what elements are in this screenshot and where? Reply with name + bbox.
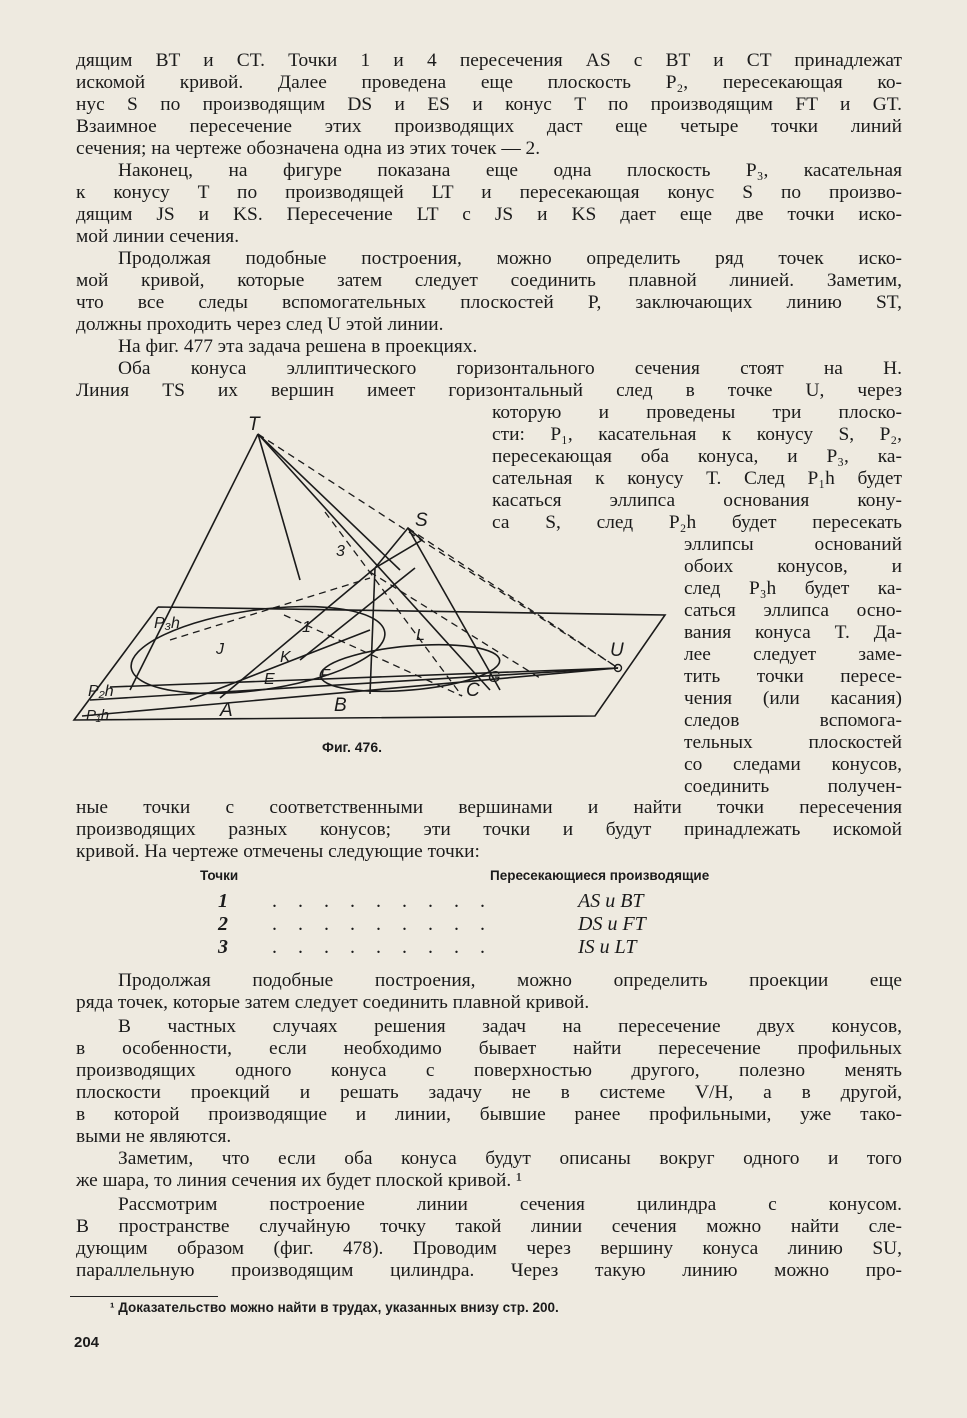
label-c: C — [466, 680, 480, 701]
label-j: J — [216, 641, 224, 658]
text-line: след P₃h будет ка- — [684, 578, 902, 599]
table-row-value: AS и BT — [578, 890, 644, 912]
label-t: T — [248, 414, 260, 435]
label-u: U — [610, 640, 624, 661]
label-s: S — [415, 510, 428, 531]
text-line: со следами конусов, — [684, 754, 902, 775]
line-su-dashed — [408, 528, 618, 668]
text-line: дящим BT и CT. Точки 1 и 4 пересечения AS с BT и CT принадлежат — [76, 50, 902, 71]
text-line: Взаимное пересечение этих производящих даст еще четыре точки линий — [76, 116, 902, 137]
text-line: В частных случаях решения задач на пересечение двух конусов, — [118, 1016, 902, 1037]
label-a: A — [220, 700, 233, 721]
text-line: лее следует заме- — [684, 644, 902, 665]
text-line: Оба конуса эллиптического горизонтального сечения стоят на H. — [118, 358, 902, 379]
trace-p1h — [82, 668, 618, 716]
text-line: сательная к конусу T. След P₁h будет — [492, 468, 902, 489]
text-line: На фиг. 477 эта задача решена в проекциях. — [118, 336, 478, 357]
text-line: вания конуса T. Да- — [684, 622, 902, 643]
text-line: же шара, то линия сечения их будет плоской кривой. ¹ — [76, 1170, 522, 1191]
footnote: ¹ Доказательство можно найти в трудах, указанных внизу стр. 200. — [110, 1300, 559, 1315]
text-line: должны проходить через след U этой линии. — [76, 314, 444, 335]
text-line: дящим JS и KS. Пересечение LT с JS и KS дает еще две точки иско- — [76, 204, 902, 225]
text-line: производящих одного конуса с поверхностью другого, полезно менять — [76, 1060, 902, 1081]
label-l: L — [416, 627, 425, 644]
table-row-leader: . . . . . . . . . — [272, 890, 493, 912]
label-b: B — [334, 695, 347, 716]
label-p1h: P₁h — [86, 707, 110, 724]
text-line: параллельную производящим цилиндра. Через такую линию можно про- — [76, 1260, 902, 1281]
footnote-rule — [70, 1296, 218, 1297]
text-line: Наконец, на фигуре показана еще одна плоскость P₃, касательная — [118, 160, 902, 181]
generator-t-mid — [258, 434, 300, 580]
label-p3h: P₃h — [154, 615, 180, 632]
text-line: соединить получен- — [684, 776, 902, 797]
label-1: 1 — [302, 619, 311, 636]
figure-476 — [70, 400, 670, 740]
text-line: эллипсы оснований — [684, 534, 902, 555]
text-line: нус S по производящим DS и ES и конус T по производящим FT и GT. — [76, 94, 902, 115]
table-row-leader: . . . . . . . . . — [272, 936, 493, 958]
text-line: что все следы вспомогательных плоскостей P, заключающих линию ST, — [76, 292, 902, 313]
table-header-points: Точки — [200, 868, 239, 883]
text-line: касаться эллипса основания кону- — [492, 490, 902, 511]
table-header-generators: Пересекающиеся производящие — [490, 868, 710, 883]
text-line: ные точки с соответственными вершинами и найти точки пересечения — [76, 797, 902, 818]
text-line: обоих конусов, и — [684, 556, 902, 577]
table-row-leader: . . . . . . . . . — [272, 913, 493, 935]
text-line: плоскости проекций и решать задачу не в системе V/H, а в другой, — [76, 1082, 902, 1103]
generator-t-left — [130, 434, 258, 690]
text-line: производящих разных конусов; эти точки и будут принадлежать искомой — [76, 819, 902, 840]
text-line: Продолжая подобные построения, можно определить ряд точек иско- — [118, 248, 902, 269]
table-row-number: 3 — [218, 936, 228, 958]
text-line: мой кривой, которые затем следует соединить плавной линией. Заметим, — [76, 270, 902, 291]
table-row-value: IS и LT — [578, 936, 637, 958]
text-line: мой линии сечения. — [76, 226, 240, 247]
text-line: чения (или касания) — [684, 688, 902, 709]
figure-caption: Фиг. 476. — [322, 739, 383, 755]
generator-s-right — [408, 528, 500, 690]
text-line: в которой производящие и линии, бывшие ранее профильными, уже тако- — [76, 1104, 902, 1125]
text-line: Заметим, что если оба конуса будут описаны вокруг одного и того — [118, 1148, 902, 1169]
page-number: 204 — [74, 1334, 100, 1351]
text-line: к конусу T по производящей LT и пересекающая конус S по произво- — [76, 182, 902, 203]
label-g: G — [488, 669, 501, 686]
text-line: сечения; на чертеже обозначена одна из этих точек — 2. — [76, 138, 541, 159]
text-line: В пространстве случайную точку такой линии сечения можно найти сле- — [76, 1216, 902, 1237]
label-p2h: P₂h — [88, 683, 114, 700]
text-line: Линия TS их вершин имеет горизонтальный след в точке U, через — [76, 380, 902, 401]
text-line: тить точки пересе- — [684, 666, 902, 687]
table-row-number: 1 — [218, 890, 228, 912]
table-row-value: DS и FT — [578, 913, 646, 935]
label-3: 3 — [336, 543, 345, 560]
text-line: Продолжая подобные построения, можно определить проекции еще — [118, 970, 902, 991]
label-k: K — [280, 649, 291, 666]
generator-dashed-c — [370, 572, 540, 678]
text-line: следов вспомога- — [684, 710, 902, 731]
generator-t-ts — [258, 434, 400, 570]
cone-s-top — [375, 528, 422, 568]
label-e: E — [264, 671, 275, 688]
text-line: сти: P₁, касательная к конусу S, P₂, — [492, 424, 902, 445]
text-line: тельных плоскостей — [684, 732, 902, 753]
text-line: искомой кривой. Далее проведена еще плоскость P₂, пересекающая ко- — [76, 72, 902, 93]
text-line: выми не являются. — [76, 1126, 232, 1147]
text-line: Рассмотрим построение линии сечения цилиндра с конусом. — [118, 1194, 902, 1215]
generator-s-mid — [370, 568, 375, 694]
text-line: в особенности, если необходимо бывает найти пересечение профильных — [76, 1038, 902, 1059]
text-line: саться эллипса осно- — [684, 600, 902, 621]
text-line: кривой. На чертеже отмечены следующие точки: — [76, 841, 480, 862]
label-f: F — [320, 667, 330, 684]
text-line: дующим образом (фиг. 478). Проводим через вершину конуса линию SU, — [76, 1238, 902, 1259]
text-line: пересекающая оба конуса, и P₃, ка- — [492, 446, 902, 467]
text-line: са S, след P₂h будет пересекать — [492, 512, 902, 533]
text-line: которую и проведены три плоско- — [492, 402, 902, 423]
table-row-number: 2 — [218, 913, 228, 935]
text-line: ряда точек, которые затем следует соединить плавной кривой. — [76, 992, 590, 1013]
